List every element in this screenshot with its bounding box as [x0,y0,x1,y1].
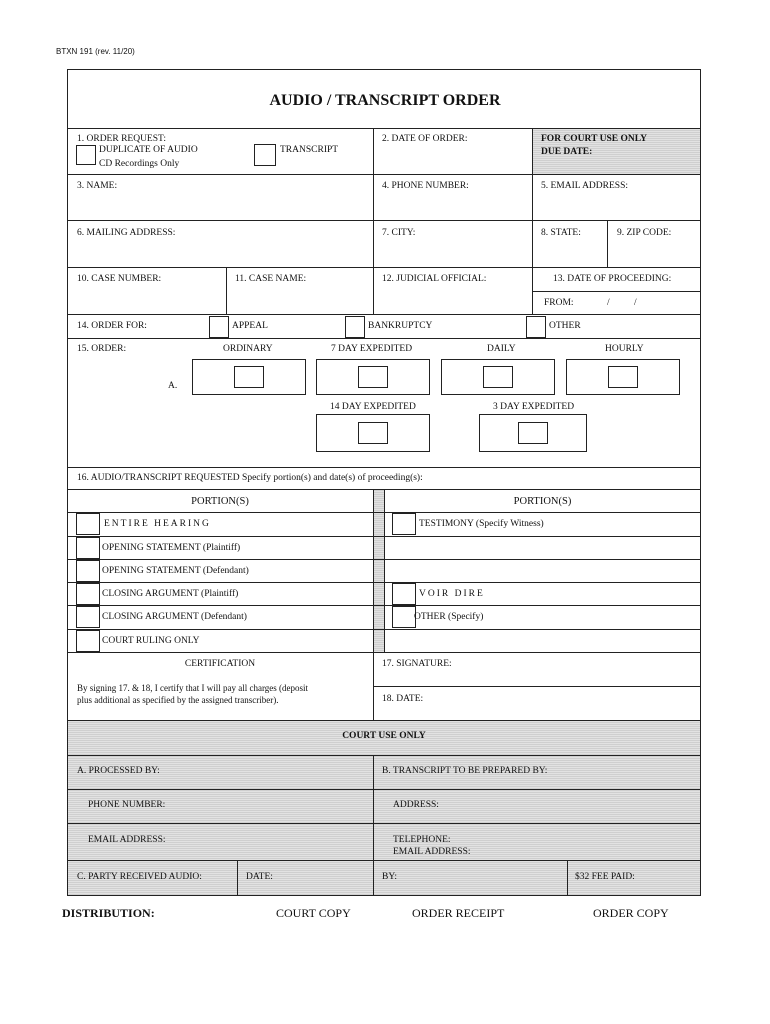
date-c-field[interactable]: DATE: [246,872,273,882]
form-id: BTXN 191 (rev. 11/20) [56,47,135,56]
daily-option[interactable] [441,359,555,395]
phone-number-field[interactable]: 4. PHONE NUMBER: [382,181,469,191]
certification-text-1: By signing 17. & 18, I certify that I will pay all charges (deposit [77,683,309,693]
cd-recordings-label: CD Recordings Only [99,159,180,169]
date-slash-2: / [634,298,637,308]
seven-day-option[interactable] [316,359,430,395]
order-label: 15. ORDER: [77,344,127,354]
testimony-label: TESTIMONY (Specify Witness) [419,519,544,529]
opening-defendant-label: OPENING STATEMENT (Defendant) [102,566,249,576]
date-slash-1: / [607,298,610,308]
appeal-label: APPEAL [232,321,268,331]
opening-defendant-checkbox[interactable] [76,560,100,582]
party-received-field[interactable]: C. PARTY RECEIVED AUDIO: [77,872,202,882]
court-copy-label: COURT COPY [276,906,351,920]
ordinary-option[interactable] [192,359,306,395]
by-c-field[interactable]: BY: [382,872,397,882]
from-date-field[interactable]: FROM: [544,298,574,308]
row-a-label: A. [168,381,178,391]
certification-label: CERTIFICATION [184,659,256,669]
signature-field[interactable]: 17. SIGNATURE: [382,659,452,669]
voir-dire-checkbox[interactable] [392,583,416,605]
fourteen-day-checkbox[interactable] [358,422,388,444]
other-checkbox[interactable] [526,316,546,338]
opening-plaintiff-label: OPENING STATEMENT (Plaintiff) [102,543,241,553]
hourly-checkbox[interactable] [608,366,638,388]
transcript-label: TRANSCRIPT [280,145,339,155]
hourly-label: HOURLY [605,344,644,354]
appeal-checkbox[interactable] [209,316,229,338]
closing-plaintiff-checkbox[interactable] [76,583,100,605]
judicial-official-field[interactable]: 12. JUDICIAL OFFICIAL: [382,274,487,284]
daily-checkbox[interactable] [483,366,513,388]
court-use-only-header: COURT USE ONLY [342,731,426,741]
certification-text-2: plus additional as specified by the assigned transcriber). [77,695,279,705]
portions-left-header: PORTION(S) [191,496,249,507]
seven-day-label: 7 DAY EXPEDITED [331,344,413,354]
opening-plaintiff-checkbox[interactable] [76,537,100,559]
order-receipt-label: ORDER RECEIPT [412,906,505,920]
address-b-field[interactable]: ADDRESS: [393,800,439,810]
city-field[interactable]: 7. CITY: [382,228,416,238]
fourteen-day-option[interactable] [316,414,430,452]
other-specify-checkbox[interactable] [392,606,416,628]
due-date-label: DUE DATE: [541,147,593,157]
distribution-label: DISTRIBUTION: [62,906,155,920]
email-address-c-field[interactable]: EMAIL ADDRESS: [393,847,471,857]
duplicate-audio-label: DUPLICATE OF AUDIO [99,145,198,155]
voir-dire-label: VOIR DIRE [419,589,485,599]
order-request-label: 1. ORDER REQUEST: [77,134,166,144]
order-for-label: 14. ORDER FOR: [77,321,147,331]
zip-code-field[interactable]: 9. ZIP CODE: [617,228,672,238]
daily-label: DAILY [487,344,516,354]
phone-number-b-field[interactable]: PHONE NUMBER: [88,800,166,810]
form-title: AUDIO / TRANSCRIPT ORDER [269,92,501,109]
bankruptcy-checkbox[interactable] [345,316,365,338]
ordinary-label: ORDINARY [223,344,273,354]
date18-field[interactable]: 18. DATE: [382,694,424,704]
fourteen-day-label: 14 DAY EXPEDITED [330,402,416,412]
three-day-label: 3 DAY EXPEDITED [493,402,575,412]
portions-right-header: PORTION(S) [513,496,572,507]
case-name-field[interactable]: 11. CASE NAME: [235,274,307,284]
court-use-only-label: FOR COURT USE ONLY [541,134,648,144]
three-day-checkbox[interactable] [518,422,548,444]
seven-day-checkbox[interactable] [358,366,388,388]
hourly-option[interactable] [566,359,680,395]
bankruptcy-label: BANKRUPTCY [368,321,433,331]
date-of-order-field[interactable]: 2. DATE OF ORDER: [382,134,468,144]
case-number-field[interactable]: 10. CASE NUMBER: [77,274,162,284]
transcript-checkbox[interactable] [254,144,276,166]
requested-label: 16. AUDIO/TRANSCRIPT REQUESTED Specify portion(s) and date(s) of proceeding(s): [77,473,423,483]
testimony-checkbox[interactable] [392,513,416,535]
court-ruling-label: COURT RULING ONLY [102,636,200,646]
closing-plaintiff-label: CLOSING ARGUMENT (Plaintiff) [102,589,239,599]
entire-hearing-label: ENTIRE HEARING [104,519,211,529]
state-field[interactable]: 8. STATE: [541,228,581,238]
telephone-b-field[interactable]: TELEPHONE: [393,835,451,845]
processed-by-field[interactable]: A. PROCESSED BY: [77,766,160,776]
date-of-proceeding-label: 13. DATE OF PROCEEDING: [553,274,672,284]
ordinary-checkbox[interactable] [234,366,264,388]
name-field[interactable]: 3. NAME: [77,181,118,191]
three-day-option[interactable] [479,414,587,452]
entire-hearing-checkbox[interactable] [76,513,100,535]
fee-paid-field[interactable]: $32 FEE PAID: [575,872,635,882]
transcript-prepared-by-field[interactable]: B. TRANSCRIPT TO BE PREPARED BY: [382,766,548,776]
duplicate-audio-checkbox[interactable] [76,145,96,165]
email-address-field[interactable]: 5. EMAIL ADDRESS: [541,181,629,191]
other-specify-label: OTHER (Specify) [414,612,484,622]
other-label: OTHER [549,321,581,331]
email-address-b-field[interactable]: EMAIL ADDRESS: [88,835,166,845]
court-ruling-checkbox[interactable] [76,630,100,652]
closing-defendant-label: CLOSING ARGUMENT (Defendant) [102,612,247,622]
closing-defendant-checkbox[interactable] [76,606,100,628]
order-copy-label: ORDER COPY [593,906,669,920]
mailing-address-field[interactable]: 6. MAILING ADDRESS: [77,228,176,238]
